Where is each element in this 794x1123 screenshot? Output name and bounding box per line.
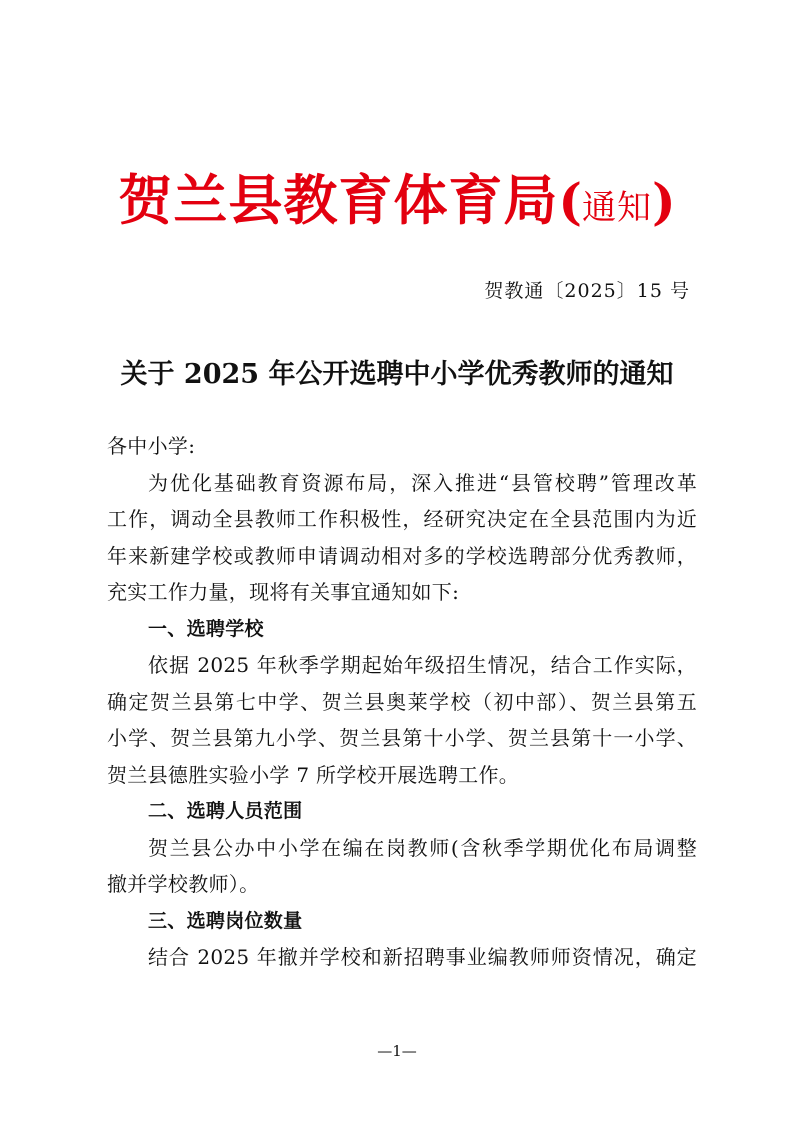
section-heading: 二、选聘人员范围 [148,800,303,822]
paragraph-line: 小学、贺兰县第九小学、贺兰县第十小学、贺兰县第十一小学、 [107,726,697,750]
document-number: 贺教通〔2025〕15 号 [484,280,690,302]
section-positions [107,903,697,976]
paragraph-line: 贺兰县德胜实验小学 7 所学校开展选聘工作。 [107,762,520,787]
paragraph-line: 充实工作力量，现将有关事宜通知如下: [107,580,460,604]
page-number: —1— [377,1042,417,1060]
paragraph-line: 结合 2025 年撤并学校和新招聘事业编教师师资情况，确定 [148,945,697,969]
paragraph-line: 贺兰县公办中小学在编在岗教师(含秋季学期优化布局调整 [148,835,697,860]
masthead-paren-open: ( [558,172,582,231]
intro-paragraph [107,465,697,611]
section-schools [107,611,697,794]
section-heading: 三、选聘岗位数量 [148,909,303,932]
paragraph-line: 撤并学校教师）。 [107,872,260,896]
paragraph-line: 为优化基础教育资源布局，深入推进“县管校聘”管理改革 [148,470,697,495]
document-body [107,428,697,976]
paragraph-line: 确定贺兰县第七中学、贺兰县奥莱学校（初中部）、贺兰县第五 [107,689,697,714]
paragraph-line: 工作，调动全县教师工作积极性，经研究决定在全县范围内为近 [107,507,697,531]
paragraph-line: 依据 2025 年秋季学期起始年级招生情况，结合工作实际， [148,653,697,677]
masthead-paren-close: ) [652,172,676,231]
section-heading: 一、选聘学校 [148,617,264,640]
section-eligibility [107,793,697,903]
masthead [0,158,794,235]
document-kind: 通知 [582,188,652,228]
issuing-org-name: 贺兰县教育体育局 [118,168,559,232]
document-title: 关于 2025 年公开选聘中小学优秀教师的通知 [120,359,674,390]
paragraph-line: 年来新建学校或教师申请调动相对多的学校选聘部分优秀教师， [107,543,697,568]
salutation: 各中小学: [107,434,196,458]
